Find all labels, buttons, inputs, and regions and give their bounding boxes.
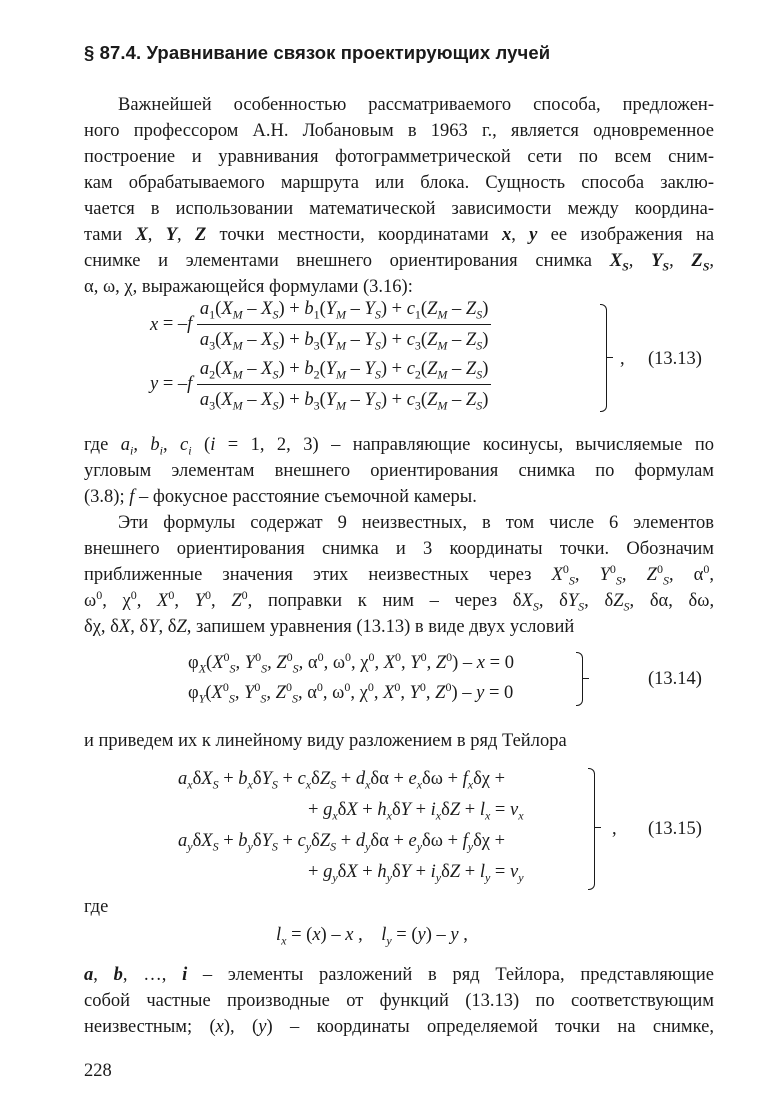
text-line: неизвестным; (x), (y) – координаты определяемой точки на снимке, [84, 1017, 714, 1037]
equation-13-15: $a_x\delta X_S + b_x\delta Y_S + c_x\delta Z_S + d_x\delta\alpha + e_x\delta\omega + f_x\delta\chi$ + + $g_x\delta X + h_x\delta Y + i_x\delta Z + l_x = v_x$ $a_y\delta X_S + b_y\delta Y_S + c_y\delta Z_S + d_y\delta\alpha + e_y\delta\omega + f_y\delta\chi$ + + $g_y\delta X + h_y\delta Y + i_y\delta Z + l_y = v_y$ [178, 769, 524, 885]
right-brace [588, 768, 595, 890]
text-line: снимке и элементами внешнего ориентирования снимка $X_S$, $Y_S$, $Z_S$, [84, 251, 714, 274]
brace-tip [594, 827, 601, 828]
paragraph-taylor [84, 728, 714, 754]
equation-number: (13.15) [648, 819, 702, 839]
text-line: ного профессором А.Н. Лобановым в 1963 г., является одновременное [84, 121, 714, 141]
right-brace [576, 652, 583, 706]
brace-tip [582, 678, 589, 679]
text-line: построение и уравнивания фотограмметрической сети по всем сним- [84, 147, 714, 167]
text-line: где $a_i$, $b_i$, $c_i$ (i = 1, 2, 3) – направляющие косинусы, вычисляемые по [84, 435, 714, 458]
equation-13-13: x = –f $\frac{a_1(X_M - X_S) + b_1(Y_M - Y_S) + c_1(Z_M - Z_S)}{a_3(X_M - X_S) + b_3(Y_M - Y_S) + c_3(Z_M - Z_S)}$ y = –f $\frac{a_2(X_M - X_S) + b_2(Y_M - Y_S) + c_2(Z_M - Z_S)}{a_3(X_M - X_S) + b_3(Y_M - Y_S) + c_3(Z_M - Z_S)}$ [150, 296, 491, 414]
text-line: тами X, Y, Z точки местности, координатами x, y ее изображения на [84, 225, 715, 245]
text-line: Эти формулы содержат 9 неизвестных, в том числе 6 элементов [118, 513, 714, 533]
paragraph-where [84, 894, 714, 920]
text-line: δχ, δX, δY, δZ, запишем уравнения (13.13) в виде двух условий [84, 617, 575, 637]
text-line: Важнейшей особенностью рассматриваемого способа, предложен- [118, 95, 714, 115]
text-line: кам обрабатываемого маршрута или блока. Сущность способа заклю- [84, 173, 714, 193]
paragraph-definitions [84, 432, 714, 510]
text-line: a, b, …, i – элементы разложений в ряд Тейлора, представляющие [84, 965, 715, 985]
equation-13-14: $\varphi_X(X^0_S$, $Y^0_S$, $Z^0_S$, $\alpha^0$, $\omega^0$, $\chi^0$, $X^0$, $Y^0$, $Z^0) - x = 0$ $\varphi_Y(X^0_S$, $Y^0_S$, $Z^0_S$, $\alpha^0$, $\omega^0$, $\chi^0$, $X^0$, $Y^0$, $Z^0) - y = 0$ [188, 649, 514, 706]
text-line: где [84, 897, 109, 917]
text-line: и приведем их к линейному виду разложением в ряд Тейлора [84, 731, 567, 751]
text-line: (3.8); f – фокусное расстояние съемочной камеры. [84, 487, 477, 507]
equation-residuals: $l_x = (x) - x$ , $l_y = (y) - y$ , [276, 925, 468, 948]
section-heading: § 87.4. Уравнивание связок проектирующих лучей [84, 42, 551, 63]
page-number: 228 [84, 1061, 112, 1081]
text-line: приближенные значения этих неизвестных через $X^0_S$, $Y^0_S$, $Z^0_S$, $\alpha^0$, [84, 561, 714, 588]
text-line: $\omega^0$, $\chi^0$, $X^0$, $Y^0$, $Z^0$, поправки к ним – через $\delta X_S$, $\delta Y_S$, $\delta Z_S$, δα, δω, [84, 587, 715, 614]
text-line: внешнего ориентирования снимка и 3 координаты точки. Обозначим [84, 539, 714, 559]
paragraph-unknowns [84, 510, 714, 640]
text-line: чается в использовании математической зависимости между координа- [84, 199, 714, 219]
right-brace [600, 304, 607, 412]
paragraph-intro [84, 92, 714, 300]
text-line: угловым элементам внешнего ориентирования снимка по формулам [84, 461, 714, 481]
brace-tip [606, 357, 613, 358]
paragraph-coefficients [84, 962, 714, 1040]
equation-number: (13.14) [648, 669, 702, 689]
text-line: собой частные производные от функций (13.13) по соответствующим [84, 991, 714, 1011]
equation-number: (13.13) [648, 349, 702, 369]
text-line: α, ω, χ, выражающейся формулами (3.16): [84, 277, 413, 297]
